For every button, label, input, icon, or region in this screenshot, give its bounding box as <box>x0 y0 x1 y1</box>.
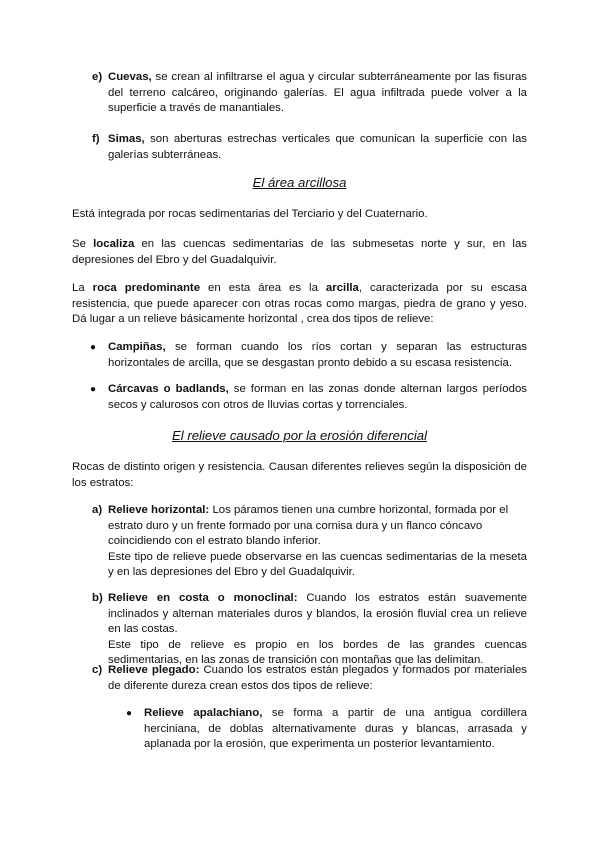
extra-text: Este tipo de relieve es propio en los bordes de las grandes cuencas sedimentarias, en las zonas de transición con montañas que las delimitan. <box>108 638 527 667</box>
list-marker: f) <box>92 133 100 145</box>
list-marker: a) <box>92 504 103 516</box>
list-item-text <box>108 70 527 117</box>
bullet-text <box>108 340 527 371</box>
list-marker: c) <box>92 664 103 676</box>
definition: se crean al infiltrarse el agua y circular subterráneamente por las fisuras del terreno calcáreo, originando galerías. El agua infiltrada puede volver a la superficie a través de manantiales. <box>108 71 527 115</box>
paragraph-clay-rock <box>72 281 527 328</box>
definition: Los páramos tienen una cumbre horizontal, formada por el estrato duro y un frente formado por una cornisa dura y un flanco cóncavo coincidiendo con el estrato blando inferior. <box>108 504 509 548</box>
definition: Cuando los estratos están suavemente inclinados y alternan materiales duros y blandos, la erosión fluvial crea un relieve en las costas. <box>108 592 527 636</box>
term: Relieve plegado: <box>108 664 200 676</box>
term: Cuevas, <box>108 71 152 83</box>
bullet-icon: ● <box>90 384 97 395</box>
text: en esta área es la <box>200 282 326 294</box>
term: Relieve apalachiano, <box>144 707 263 719</box>
bullet-text <box>144 706 527 753</box>
text <box>108 503 527 550</box>
bullet-text <box>108 382 527 413</box>
definition: se forman en las zonas donde alternan largos períodos secos y calurosos con otros de lluvias cortas y torrenciales. <box>108 383 528 411</box>
term: Campiñas, <box>108 341 166 353</box>
paragraph-clay-location <box>72 237 527 268</box>
term: Relieve horizontal: <box>108 504 210 516</box>
term: arcilla <box>325 282 359 294</box>
bullet-icon: ● <box>126 708 133 719</box>
list-item-text <box>108 663 527 694</box>
definition: Cuando los estratos están plegados y formados por materiales de diferente dureza crean estos dos tipos de relieve: <box>108 664 527 692</box>
text <box>108 591 527 638</box>
list-item-text <box>108 132 527 163</box>
term: roca predominante <box>92 282 201 294</box>
paragraph-erosion-intro: Rocas de distinto origen y resistencia. Causan diferentes relieves según la disposición de los estratos: <box>72 461 527 489</box>
list-item-text <box>108 591 527 669</box>
text: , caracterizada por su escasa resistencia, que puede aparecer con otras rocas como margas, piedra de grano y yeso. Dá lugar a un relieve básicamente horizontal , crea dos tipos de relieve: <box>72 282 527 326</box>
section-heading-clay: El área arcillosa <box>252 175 347 190</box>
definition: se forma a partir de una antigua cordillera herciniana, de doblas alternativamente duras y blancas, arrasada y aplanada por la erosión, que experimenta un posterior levantamiento. <box>144 707 527 751</box>
list-item-text <box>108 503 527 581</box>
term: Simas, <box>108 133 145 145</box>
extra-text: Este tipo de relieve puede observarse en las cuencas sedimentarias de la meseta y en las depresiones del Ebro y del Guadalquivir. <box>108 550 527 579</box>
paragraph-clay-intro: Está integrada por rocas sedimentarias del Terciario y del Cuaternario. <box>72 208 428 220</box>
text: Se <box>72 238 94 250</box>
list-marker: b) <box>92 592 103 604</box>
term: localiza <box>93 238 135 250</box>
definition: se forman cuando los ríos cortan y separan las estructuras horizontales de arcilla, que se desgastan pronto debido a su escasa resistencia. <box>108 341 527 369</box>
list-marker: e) <box>92 71 103 83</box>
text: La <box>72 282 93 294</box>
section-heading-erosion: El relieve causado por la erosión diferencial <box>171 428 428 443</box>
bullet-icon: ● <box>90 342 97 353</box>
term: Cárcavas o badlands, <box>108 383 229 395</box>
text: en las cuencas sedimentarias de las submesetas norte y sur, en las depresiones del Ebro y del Guadalquivir. <box>72 238 527 266</box>
term: Relieve en costa o monoclinal: <box>108 592 298 604</box>
definition: son aberturas estrechas verticales que comunican la superficie con las galerías subterráneas. <box>108 133 527 161</box>
